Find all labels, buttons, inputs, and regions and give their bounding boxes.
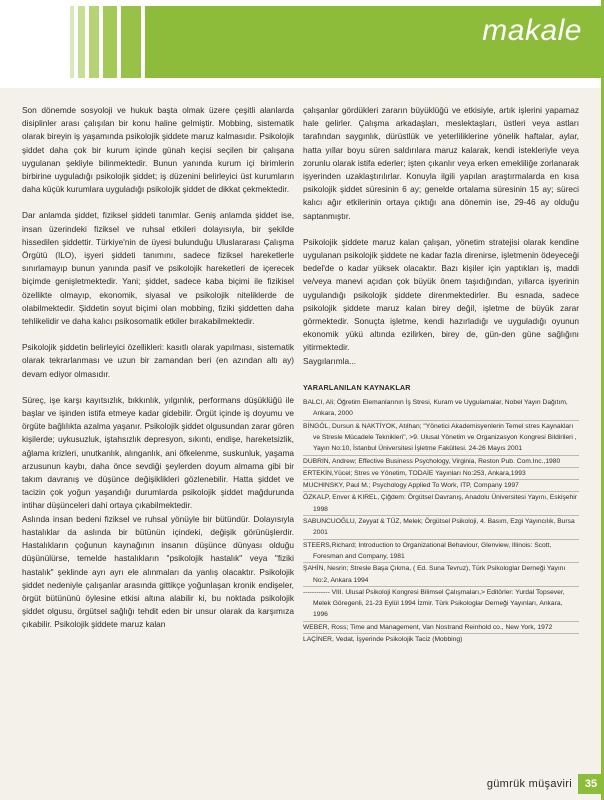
- reference-item: WEBER, Ross; Time and Management, Van Nostrand Reinhold co., New York, 1972: [303, 622, 579, 634]
- reference-item: MUCHINSKY, Paul M.; Psychology Applied To Work, ITP, Company 1997: [303, 480, 579, 492]
- reference-item: BALCI, Ali; Öğretim Elemanlarının İş Stresi, Kuram ve Uygulamalar, Nobel Yayın Dağıtım, Ankara, 2000: [303, 397, 579, 421]
- paragraph: Psikolojik şiddete maruz kalan çalışan, yönetim stratejisi olarak kendine uygulanan psikolojik şiddete ne kadar fazla direnirse, işletmenin ödeyeceği bedel'de o kadar yüksek olacaktır. Bazı kişiler için yaptıkları iş, maddi ve/veya manevi açıdan çok büyük önem taşıdığından, yıllarca işyerinin uygulandığı psikolojik şiddete direnmektedirler. Bu esnada, sadece psikolojik şiddete maruz kalan birey değil, işletme de büyük zarar görmektedir. Sonuçta işletme, kendi hazırladığı ve uyguladığı oyunun ekonomik yükü altında ezilirken, birey de, gün-den güne sağlığını yitirmektedir.: [303, 236, 579, 353]
- reference-item: LAÇİNER, Vedat, İşyerinde Psikolojik Taciz (Mobbing): [303, 636, 463, 643]
- reference-item: DUBRIN, Andrew; Effective Business Psychology, Virginia, Reston Pub. Com.Inc.,1980: [303, 456, 579, 468]
- right-column: [303, 104, 579, 645]
- reference-item: ------------ VIII. Ulusal Psikoloji Kongresi Bilimsel Çalışmaları,> Editörler: Yurdal Topsever, Melek Göregenli, 21-23 Eylül 1994 İzmir. Türk Psikologlar Derneği Yayınları, Ankara, 1996: [303, 587, 579, 622]
- section-title: makale: [482, 14, 582, 47]
- reference-item: ERTEKİN,Yücel; Stres ve Yönetim, TODAİE Yayınları No:253, Ankara,1993: [303, 468, 579, 480]
- paragraph: Dar anlamda şiddet, fiziksel şiddeti tanımlar. Geniş anlamda şiddet ise, insan üzerindeki fiziksel ve ruhsal etkileri dolayısıyla, bir şekilde hissedilen şiddettir. Türkiye'nin de üyesi bulunduğu Uluslararası Çalışma Örgütü (ILO), işyeri şiddeti tanımını, sadece fiziksel hareketlerle sınırlamayıp bunun yanında pasif ve psikolojik hareketleri de içerecek biçimde genişletmektedir. Yani; şiddet, sadece kaba biçimi ile fizikisel özellikte olmayıp, ekonomik, siyasal ve psikolojik niteliklerde de olabilmektedir. Şiddetin soyut biçimi olan mobbing, fiziki şiddetten daha tehlikelidir ve daha kalıcı psikosomatik etkiler bırakabilmektedir.: [22, 210, 294, 327]
- references-heading: YARARLANILAN KAYNAKLAR: [303, 382, 411, 392]
- paragraph: Aslında insan bedeni fiziksel ve ruhsal yönüyle bir bütündür. Dolayısıyla hastalıklar da aslında bir bütünün içindeki, değişik görünüşlerdir. Hastalıkların çoğunun kaynağının insanın düşünce dünyası olduğu düşünülürse, temelde hastalıkların "psikolojik hastalık" veya "fiziki hastalık" şeklinde ayrı ayrı ele alınmaları da yanlış olacaktır. Psikolojik şiddet nedeniyle çalışanlar arasında gittikçe yoğunlaşan kronik endişeler, örgüt bütününü öylesine etkisi altına alabilir ki, bu noktada psikolojik şiddet olgusu, örgütsel sağlığı tehdit eden bir unsur olarak da karşımıza çıkabilir. Psikolojik şiddete maruz kalan: [22, 513, 294, 630]
- reference-item: SABUNCUOĞLU, Zeyyat & TÜZ, Melek; Örgütsel Psikoloji, 4. Basım, Ezgi Yayıncılık, Bursa 2001: [303, 516, 579, 540]
- header-band: [0, 0, 604, 88]
- reference-item: ÖZKALP, Enver & KIREL, Çiğdem: Örgütsel Davranış, Anadolu Üniversitesi Yayını, Eskişehir 1998: [303, 492, 579, 516]
- paragraph: çalışanlar gördükleri zararın büyüklüğü ve etkisiyle, artık işlerini yapamaz hale gelirler. Çalışma arkadaşları, meslektaşları, üstleri veya astları tarafından saygınlık, dürüstlük ve yeterliliklerine yönelik haftalar, aylar, hatta yıllar boyu süren saldırılara maruz kalarak, kendi istekleriyle veya zorunlu olarak istifa ederler; işten çıkanlır veya erken emekliliğe zorlanarak işyerinden uzaklaştırılırlar. Konuyla ilgili yapılan araştırmalarda en kısa psikolojik şiddet süresinin 6 ay; genelde ortalama süresinin 15 ay; süreci kalıcı ağır etkilerinin ortaya çıktığı ana dönemin ise, 29-46 ay olduğu saptanmıştır.: [303, 105, 579, 221]
- page-footer: [0, 770, 604, 800]
- page-number: 35: [578, 774, 604, 794]
- side-stripes: [590, 0, 604, 800]
- reference-item: STEERS,Richard; Introduction to Organizational Behaviour, Glenview, Illinois: Scott, Foresman and Company, 1981: [303, 540, 579, 564]
- paragraph: Son dönemde sosyoloji ve hukuk başta olmak üzere çeşitli alanlarda disiplinler arası çalışılan bir konu haline gelmiştir. Mobbing, sistematik olarak bireyin iş yaşamında psikolojik şiddete maruz kalmasıdır. Psikolojik şiddet daha çok bir kurum içinde günah keçisi seçilen bir çalışana uygulanan şekliyle bilinmektedir. Bunun yanında kurum içi birimlerin birbirine uyguladığı psikolojik şiddet; iş düzenini belirleyici üst kurumların daha küçük kurumlara uyguladığı psikolojik şiddet de dikkat çekmektedir.: [22, 105, 294, 195]
- paragraph: Süreç, işe karşı kayıtsızlık, bıkkınlık, yılgınlık, performans düşüklüğü ile başlar ve işinden istifa etmeye kadar gidebilir. Örgüt içinde iş doyumu ve örgüte bağlılıkta azalma yaşanır. Psikolojik şiddet olgusundan zarar gören kişilerde; uykusuzluk, iştahsızlık depresyon, sıkıntı, endişe, hareketsizlik, ağlama krizleri, unutkanlık, alınganlık, ani öfkelenme, suskunluk, yaşama arzusunun kaybı, daha önce sevdiği şeylerden doyum almama gibi bir takım davranış ve düşünce değişiklikleri gözlenebilir. Hatta şiddet ve tacizin çok yoğun yaşandığı durumlarda psikolojik şiddet mağdurunda intihar düşünceleri dahi ortaya çıkabilmektedir.: [22, 394, 294, 511]
- reference-item: ŞAHİN, Nesrin; Stresle Başa Çıkma, ( Ed. Suna Tevruz), Türk Psikologlar Derneği Yayını No:2, Ankara 1994: [303, 563, 579, 587]
- magazine-name: gümrük müşaviri: [486, 778, 572, 790]
- reference-item: BİNGÖL, Dursun & NAKTİYOK, Atılhan; "Yönetici Akademisyenlerin Temel stres Kaynakları ve Stresle Mücadele Teknikleri", >9. Ulusal Yönetim ve Organizasyon Kongresi Bildirileri , Yayın No:10, İstanbul Üniversitesi İşletme Fakültesi. 24-26 Mayıs 2001: [303, 421, 579, 456]
- references-list: [303, 397, 579, 645]
- closing-line: Saygılarımla...: [303, 355, 357, 366]
- paragraph: Psikolojik şiddetin belirleyici özellikleri: kasıtlı olarak yapılması, sistematik olarak tekrarlanması ve uzun bir zamandan beri (en azından altı ay) devam ediyor olmasıdır.: [22, 342, 294, 379]
- left-column: [22, 104, 294, 645]
